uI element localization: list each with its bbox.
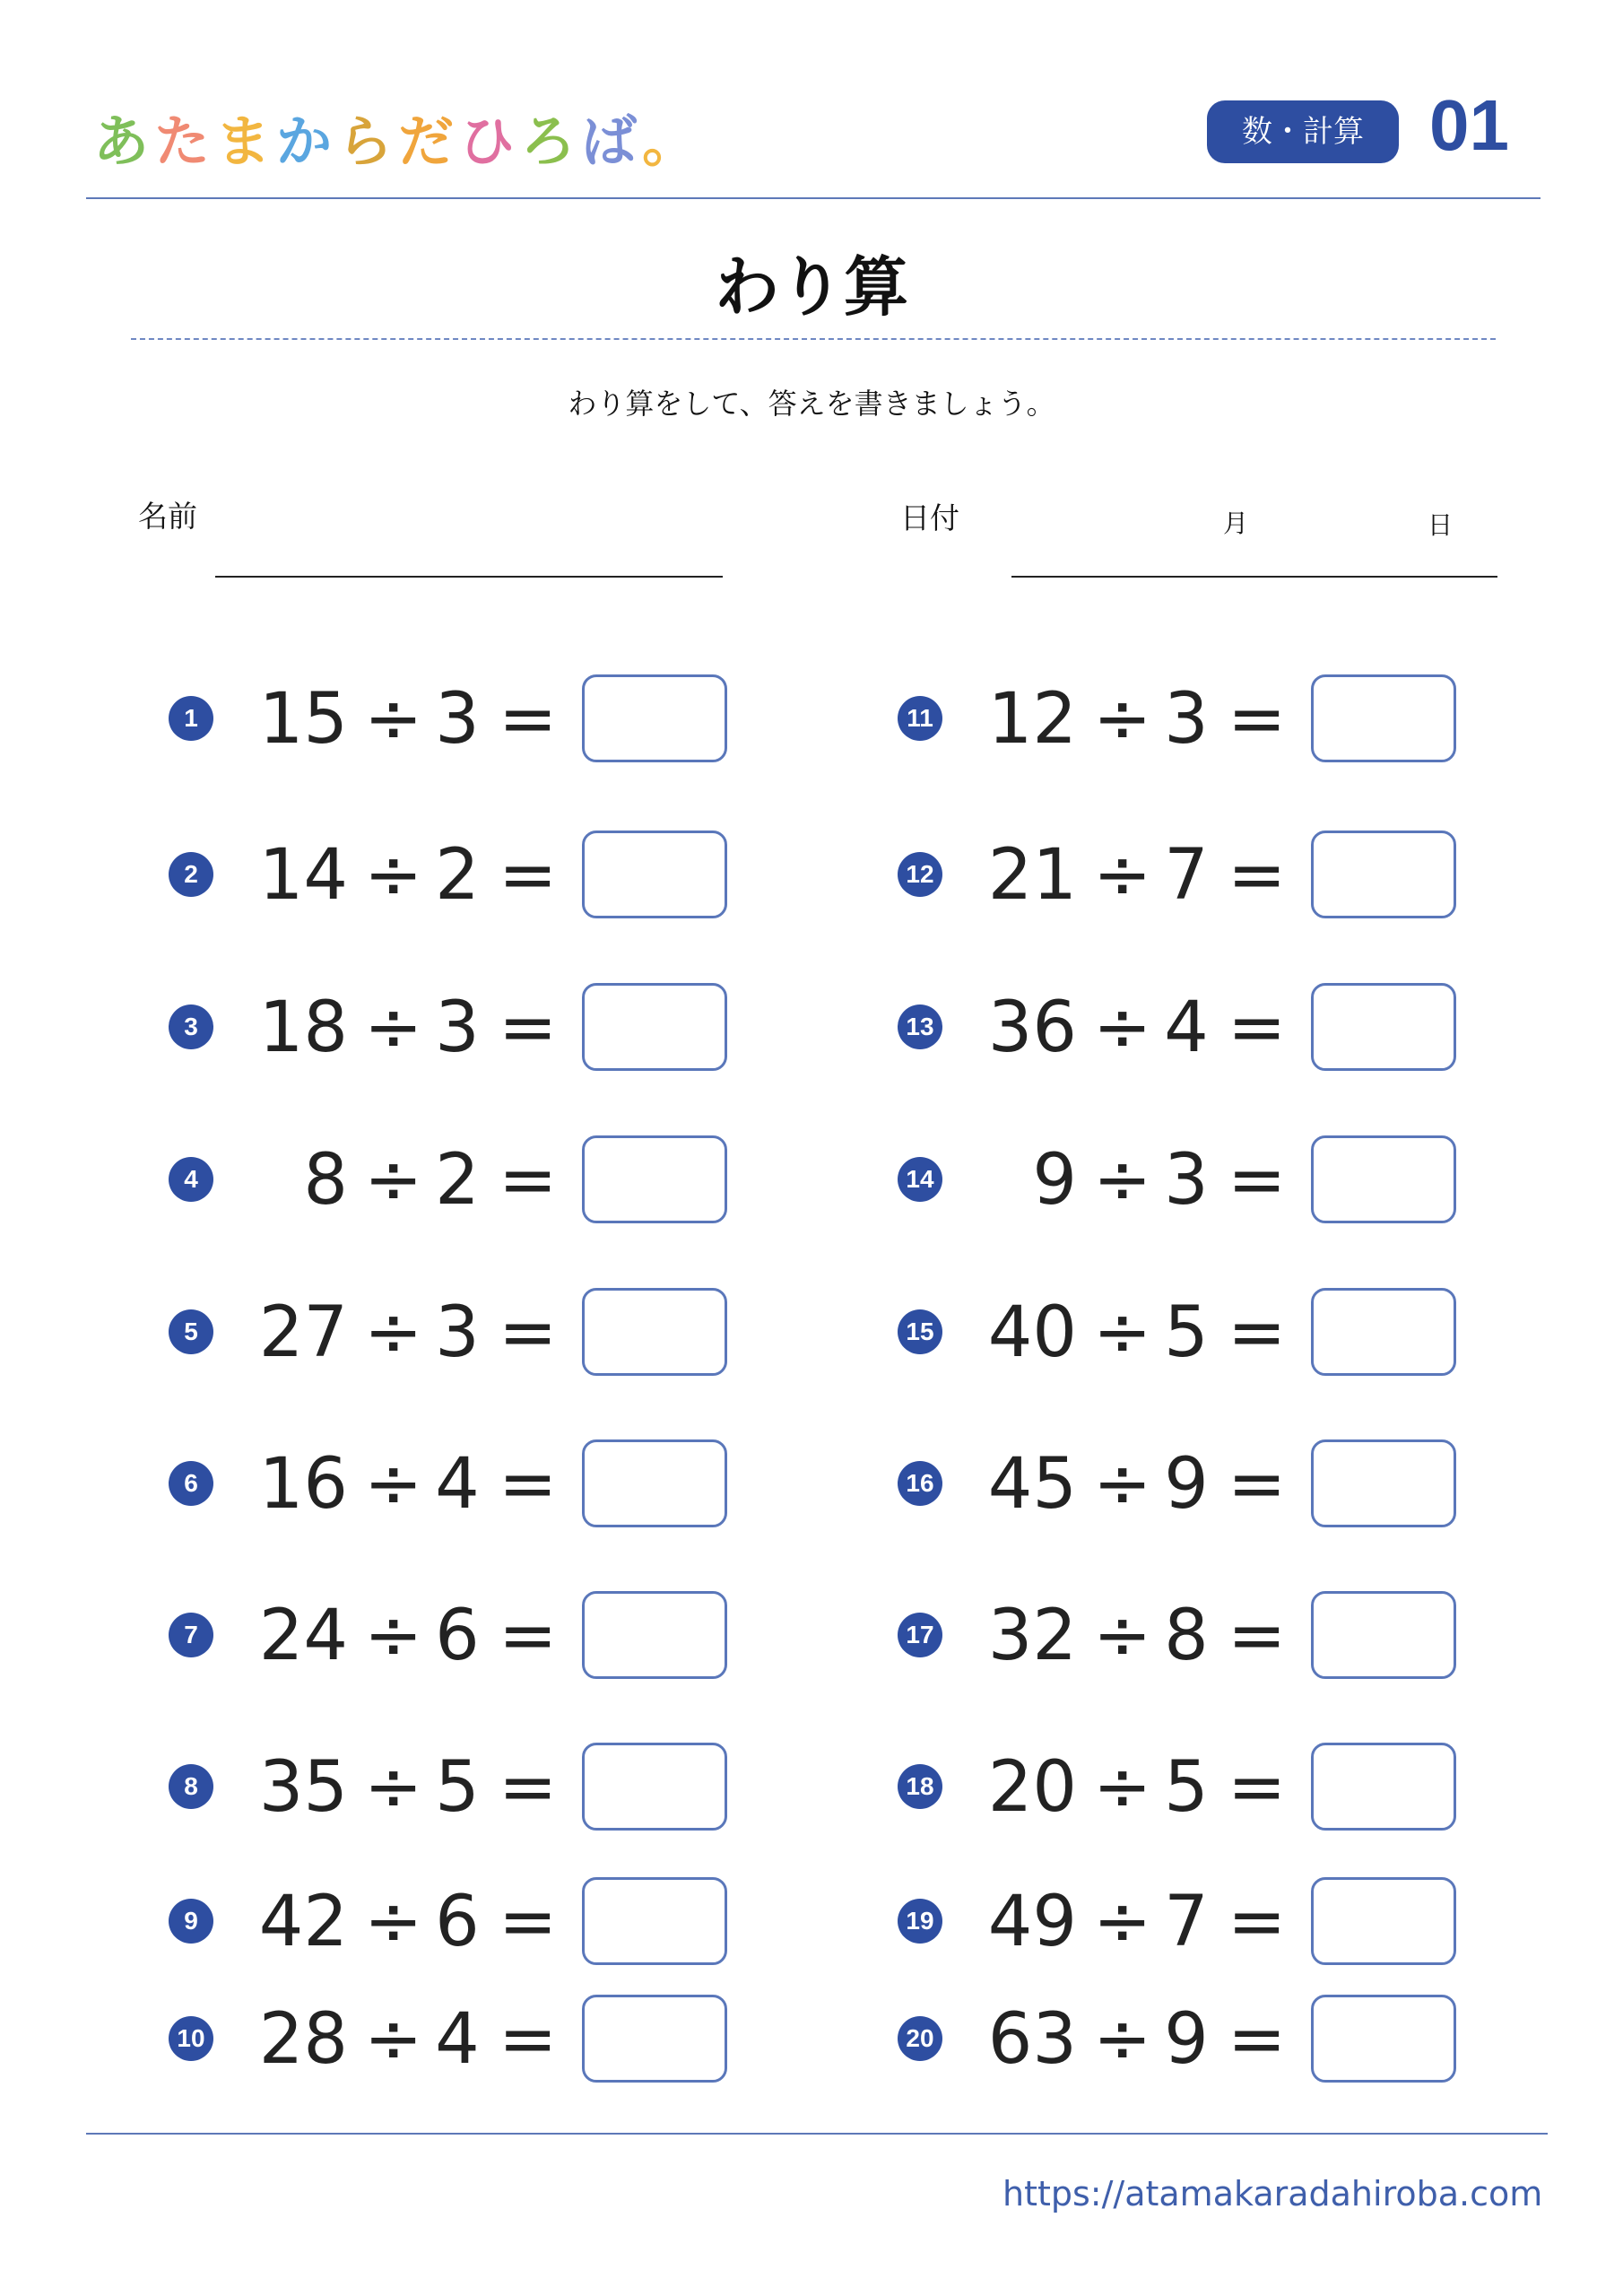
dividend: 36 [987, 987, 1077, 1068]
problem-row [898, 1591, 1462, 1681]
equals-sign: = [1228, 1999, 1287, 2080]
divide-sign: ÷ [364, 1596, 423, 1676]
logo-char: か [276, 109, 338, 174]
site-logo [93, 97, 703, 177]
equals-sign: = [499, 1882, 558, 1962]
problem-number-badge: 13 [898, 1004, 942, 1049]
divisor: 7 [1164, 1882, 1209, 1962]
problem-number-badge: 10 [169, 2016, 213, 2061]
answer-box[interactable] [582, 983, 727, 1071]
divide-sign: ÷ [1093, 1596, 1152, 1676]
dividend: 20 [987, 1747, 1077, 1828]
divisor: 9 [1164, 1444, 1209, 1525]
answer-box[interactable] [582, 1995, 727, 2083]
problem-number-badge: 17 [898, 1613, 942, 1657]
header-divider [86, 197, 1541, 199]
logo-char: ろ [520, 109, 582, 174]
answer-box[interactable] [1311, 1439, 1456, 1527]
title-divider [131, 338, 1496, 340]
name-label: 名前 [138, 499, 197, 534]
logo-char: ま [215, 109, 277, 174]
logo-char: あ [93, 109, 155, 174]
dividend: 32 [987, 1596, 1077, 1676]
equals-sign: = [499, 1444, 558, 1525]
problem-row [169, 1288, 733, 1378]
divisor: 7 [1164, 835, 1209, 916]
problem-row [898, 1743, 1462, 1832]
dividend: 15 [258, 679, 348, 760]
answer-box[interactable] [1311, 1743, 1456, 1831]
answer-box[interactable] [582, 674, 727, 762]
problem-number-badge: 16 [898, 1461, 942, 1506]
problem-number-badge: 3 [169, 1004, 213, 1049]
answer-box[interactable] [1311, 1135, 1456, 1223]
problem-number-badge: 8 [169, 1764, 213, 1809]
problem-row [898, 1439, 1462, 1529]
divisor: 3 [1164, 1140, 1209, 1221]
logo-char: た [154, 109, 216, 174]
problem-number-badge: 4 [169, 1157, 213, 1202]
logo-char: ば [581, 109, 643, 174]
divisor: 5 [1164, 1292, 1209, 1373]
answer-box[interactable] [582, 1288, 727, 1376]
problem-row [898, 1995, 1462, 2084]
dividend: 9 [1032, 1140, 1077, 1221]
equals-sign: = [499, 1596, 558, 1676]
dividend: 18 [258, 987, 348, 1068]
footer-divider [86, 2133, 1548, 2135]
dividend: 35 [258, 1747, 348, 1828]
divisor: 2 [435, 835, 480, 916]
dividend: 8 [303, 1140, 348, 1221]
day-label: 日 [1428, 510, 1454, 540]
divide-sign: ÷ [1093, 1140, 1152, 1221]
logo-char: だ [398, 109, 460, 174]
site-url-link[interactable]: https://atamakaradahiroba.com [1002, 2174, 1543, 2213]
dividend: 42 [258, 1882, 348, 1962]
divide-sign: ÷ [1093, 1444, 1152, 1525]
problem-row [169, 1743, 733, 1832]
dividend: 12 [987, 679, 1077, 760]
equals-sign: = [1228, 1140, 1287, 1221]
equals-sign: = [1228, 679, 1287, 760]
divisor: 6 [435, 1596, 480, 1676]
divide-sign: ÷ [1093, 1747, 1152, 1828]
problem-number-badge: 2 [169, 852, 213, 897]
problem-row [898, 1135, 1462, 1225]
problem-number-badge: 18 [898, 1764, 942, 1809]
answer-box[interactable] [582, 1743, 727, 1831]
divisor: 5 [435, 1747, 480, 1828]
answer-box[interactable] [1311, 983, 1456, 1071]
divide-sign: ÷ [1093, 1999, 1152, 2080]
instruction-text: わり算をして、答えを書きましょう。 [568, 387, 1055, 421]
problem-number-badge: 5 [169, 1309, 213, 1354]
divisor: 6 [435, 1882, 480, 1962]
divisor: 3 [435, 679, 480, 760]
problem-row [169, 1877, 733, 1967]
dividend: 14 [258, 835, 348, 916]
divisor: 3 [435, 1292, 480, 1373]
problem-number-badge: 14 [898, 1157, 942, 1202]
dividend: 40 [987, 1292, 1077, 1373]
divide-sign: ÷ [364, 1882, 423, 1962]
problem-row [898, 1877, 1462, 1967]
equals-sign: = [1228, 1444, 1287, 1525]
problem-number-badge: 6 [169, 1461, 213, 1506]
answer-box[interactable] [582, 1135, 727, 1223]
divisor: 3 [1164, 679, 1209, 760]
equals-sign: = [499, 835, 558, 916]
dividend: 49 [987, 1882, 1077, 1962]
divide-sign: ÷ [1093, 1292, 1152, 1373]
dividend: 21 [987, 835, 1077, 916]
problem-row [898, 831, 1462, 920]
dividend: 45 [987, 1444, 1077, 1525]
divide-sign: ÷ [364, 987, 423, 1068]
equals-sign: = [499, 1140, 558, 1221]
problem-number-badge: 20 [898, 2016, 942, 2061]
logo-char: 。 [642, 109, 704, 174]
divide-sign: ÷ [364, 835, 423, 916]
divisor: 8 [1164, 1596, 1209, 1676]
answer-box[interactable] [1311, 1288, 1456, 1376]
equals-sign: = [499, 1999, 558, 2080]
problem-number-badge: 12 [898, 852, 942, 897]
equals-sign: = [499, 1292, 558, 1373]
equals-sign: = [1228, 1747, 1287, 1828]
dividend: 63 [987, 1999, 1077, 2080]
divide-sign: ÷ [364, 679, 423, 760]
divide-sign: ÷ [364, 1444, 423, 1525]
divisor: 4 [1164, 987, 1209, 1068]
sheet-number: 01 [1429, 85, 1509, 165]
dividend: 27 [258, 1292, 348, 1373]
equals-sign: = [1228, 1882, 1287, 1962]
divisor: 4 [435, 1444, 480, 1525]
divisor: 3 [435, 987, 480, 1068]
dividend: 16 [258, 1444, 348, 1525]
answer-box[interactable] [582, 1439, 727, 1527]
problem-number-badge: 15 [898, 1309, 942, 1354]
divisor: 2 [435, 1140, 480, 1221]
divide-sign: ÷ [364, 1140, 423, 1221]
equals-sign: = [499, 987, 558, 1068]
problem-row [169, 1591, 733, 1681]
date-field[interactable] [1011, 576, 1497, 578]
divisor: 4 [435, 1999, 480, 2080]
problem-number-badge: 19 [898, 1899, 942, 1944]
problem-number-badge: 1 [169, 696, 213, 741]
problem-row [169, 831, 733, 920]
equals-sign: = [1228, 987, 1287, 1068]
answer-box[interactable] [1311, 1877, 1456, 1965]
answer-box[interactable] [582, 1877, 727, 1965]
equals-sign: = [1228, 1292, 1287, 1373]
divisor: 9 [1164, 1999, 1209, 2080]
dividend: 28 [258, 1999, 348, 2080]
answer-box[interactable] [582, 831, 727, 918]
problem-row [898, 674, 1462, 764]
divide-sign: ÷ [364, 1999, 423, 2080]
problem-row [169, 674, 733, 764]
divide-sign: ÷ [1093, 679, 1152, 760]
divide-sign: ÷ [1093, 1882, 1152, 1962]
problem-number-badge: 9 [169, 1899, 213, 1944]
equals-sign: = [499, 679, 558, 760]
divisor: 5 [1164, 1747, 1209, 1828]
equals-sign: = [1228, 835, 1287, 916]
divide-sign: ÷ [1093, 987, 1152, 1068]
problem-row [898, 1288, 1462, 1378]
answer-box[interactable] [1311, 1995, 1456, 2083]
problem-row [169, 983, 733, 1073]
month-label: 月 [1223, 509, 1249, 538]
dividend: 24 [258, 1596, 348, 1676]
answer-box[interactable] [582, 1591, 727, 1679]
logo-char: ら [337, 109, 399, 174]
divide-sign: ÷ [364, 1747, 423, 1828]
problem-row [169, 1439, 733, 1529]
equals-sign: = [1228, 1596, 1287, 1676]
problem-row [169, 1135, 733, 1225]
name-field[interactable] [215, 576, 723, 578]
problem-row [898, 983, 1462, 1073]
divide-sign: ÷ [1093, 835, 1152, 916]
problem-row [169, 1995, 733, 2084]
page-title: わり算 [714, 249, 908, 325]
answer-box[interactable] [1311, 674, 1456, 762]
divide-sign: ÷ [364, 1292, 423, 1373]
answer-box[interactable] [1311, 1591, 1456, 1679]
category-badge: 数・計算 [1207, 100, 1399, 163]
problem-number-badge: 7 [169, 1613, 213, 1657]
equals-sign: = [499, 1747, 558, 1828]
date-label: 日付 [900, 500, 959, 535]
logo-char: ひ [459, 109, 521, 174]
answer-box[interactable] [1311, 831, 1456, 918]
problem-number-badge: 11 [898, 696, 942, 741]
